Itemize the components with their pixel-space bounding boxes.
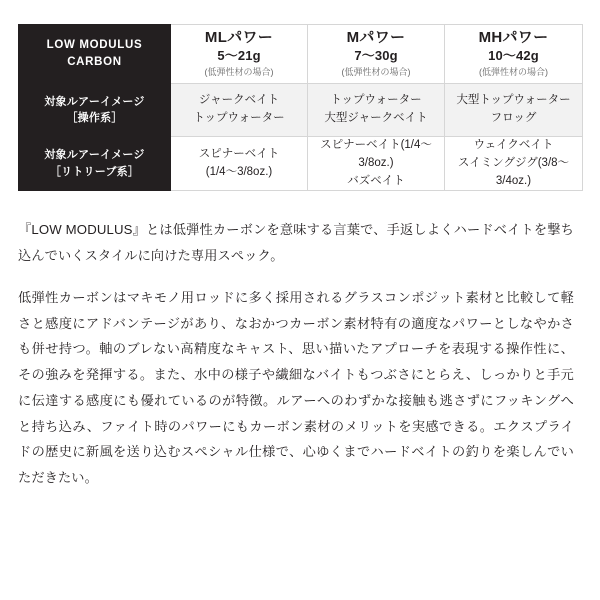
cell-retrieve-m: スピナーベイト(1/4〜3/8oz.) バズベイト	[308, 137, 445, 191]
brand-label-line2: CARBON	[67, 56, 122, 68]
spec-table	[18, 24, 583, 191]
cell-operation-m: トップウォーター 大型ジャークベイト	[308, 84, 445, 137]
column-weight-mh: 10〜42g	[488, 47, 539, 63]
row-label-retrieve-line1: 対象ルアーイメージ	[44, 149, 145, 162]
column-note-ml: (低弾性材の場合)	[204, 66, 274, 77]
column-power-m: Mパワー	[346, 28, 406, 46]
column-weight-ml: 5〜21g	[217, 47, 261, 63]
row-label-operation	[19, 84, 171, 137]
cell-retrieve-mh: ウェイクベイト スイミングジグ(3/8〜3/4oz.)	[445, 137, 583, 191]
column-header-ml	[171, 25, 308, 84]
description-text	[18, 217, 574, 490]
description-paragraph-1: 『LOW MODULUS』とは低弾性カーボンを意味する言葉で、手返しよくハードベイトを撃ち込んでいくスタイルに向けた専用スペック。	[18, 222, 574, 264]
table-row	[19, 84, 583, 137]
column-note-m: (低弾性材の場合)	[341, 66, 411, 77]
column-weight-m: 7〜30g	[354, 47, 398, 63]
cell-operation-mh: 大型トップウォーター フロッグ	[445, 84, 583, 137]
brand-label-line1: LOW MODULUS	[46, 39, 143, 52]
cell-operation-ml: ジャークベイト トップウォーター	[171, 84, 308, 137]
row-label-retrieve-line2: ［リトリーブ系］	[49, 165, 140, 178]
cell-retrieve-ml: スピナーベイト (1/4〜3/8oz.)	[171, 137, 308, 191]
column-header-mh	[445, 25, 583, 84]
column-power-mh: MHパワー	[478, 28, 549, 46]
row-label-retrieve	[19, 137, 171, 191]
description-paragraph-2: 低弾性カーボンはマキモノ用ロッドに多く採用されるグラスコンポジット素材と比較して軽さと感度にアドバンテージがあり、なおかつカーボン素材特有の適度なパワーとしなやかさも併せ持つ。軸のブレない高精度なキャスト、思い描いたアプローチを表現する操作性に、その強みを発揮する。また、水中の様子や繊細なバイトもつぶさにとらえ、しっかりと手元に伝達する感度にも優れているのが特徴。ルアーへのわずかな接触も逃さずにフッキングへと持ち込み、ファイト時のパワーにもカーボン素材のメリットを実感できる。エクスプライドの歴史に新風を送り込むスペシャル仕様で、心ゆくまでハードベイトの釣りを楽しんでいただきたい。	[18, 289, 574, 486]
table-row	[19, 137, 583, 191]
column-note-mh: (低弾性材の場合)	[479, 66, 548, 77]
row-label-operation-line1: 対象ルアーイメージ	[44, 95, 145, 108]
row-label-operation-line2: ［操作系］	[66, 112, 123, 124]
column-header-m	[308, 25, 445, 84]
brand-label-cell	[19, 25, 171, 84]
table-header-row	[19, 25, 583, 84]
column-power-ml: MLパワー	[204, 28, 274, 46]
